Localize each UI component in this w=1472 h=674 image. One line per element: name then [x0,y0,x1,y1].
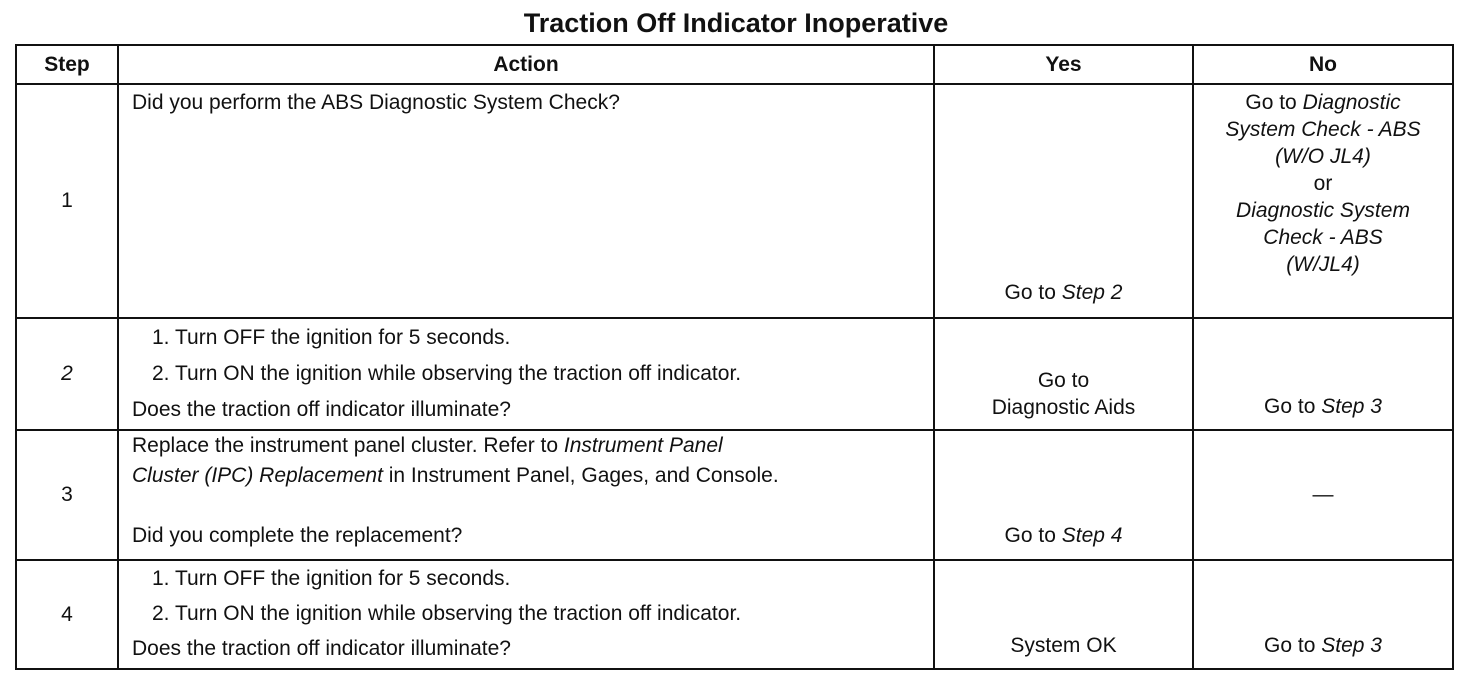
diagnostic-link[interactable]: (W/O JL4) [1275,145,1371,168]
table-row [16,560,1453,669]
no-text: Go to Step 3 [1264,395,1382,418]
diagnostic-table [15,44,1454,670]
step-number: 3 [16,430,118,560]
header-yes: Yes [934,45,1193,84]
step-link[interactable]: Step 3 [1321,634,1382,657]
diagnostic-link[interactable]: Diagnostic [1302,91,1401,114]
step-link[interactable]: Step 4 [1061,524,1123,547]
yes-cell [934,318,1193,430]
action-text: 2. Turn ON the ignition while observing the traction off indicator. [152,602,742,625]
diagnostic-aids-link[interactable]: Diagnostic Aids [991,396,1136,419]
action-question: Did you complete the replacement? [132,524,463,547]
diagnostic-link[interactable]: Check - ABS [1263,226,1383,249]
diagnostic-link[interactable]: System Check - ABS [1225,118,1421,141]
yes-cell [934,84,1193,318]
table-row [16,430,1453,560]
table-row [16,84,1453,318]
header-step: Step [16,45,118,84]
action-text: Does the traction off indicator illuminate? [132,637,511,660]
ipc-replacement-link[interactable]: Cluster (IPC) Replacement [132,464,383,487]
no-text: Go to Diagnostic [1245,91,1401,114]
header-no: No [1193,45,1453,84]
no-cell [1193,84,1453,318]
action-cell [118,430,934,560]
diagnostic-link[interactable]: Diagnostic System [1236,199,1410,222]
action-text: 1. Turn OFF the ignition for 5 seconds. [152,567,511,590]
action-cell [118,318,934,430]
ipc-replacement-link[interactable]: Instrument Panel [563,434,723,457]
yes-cell [934,560,1193,669]
header-action: Action [118,45,934,84]
yes-text: System OK [1010,634,1117,657]
action-text: Does the traction off indicator illuminate? [132,398,511,421]
or-text: or [1313,172,1333,195]
yes-text: Go to Step 2 [1004,281,1123,304]
no-cell [1193,560,1453,669]
yes-text: Go to [1037,369,1090,392]
action-cell [118,84,934,318]
yes-text: Go to Step 4 [1004,524,1123,547]
step-number: 2 [16,318,118,430]
action-text: Replace the instrument panel cluster. Refer to Instrument Panel [132,434,723,457]
action-text: Did you perform the ABS Diagnostic System Check? [132,91,620,114]
step-link[interactable]: Step 3 [1321,395,1382,418]
step-number: 4 [16,560,118,669]
action-text: 1. Turn OFF the ignition for 5 seconds. [152,326,511,349]
no-cell: — [1193,430,1453,560]
action-text: 2. Turn ON the ignition while observing the traction off indicator. [152,362,742,385]
step-number: 1 [16,84,118,318]
yes-cell [934,430,1193,560]
action-text: Cluster (IPC) Replacement in Instrument Panel, Gages, and Console. [132,464,779,487]
header-row [16,45,1453,84]
page-title: Traction Off Indicator Inoperative [523,8,949,38]
no-text: Go to Step 3 [1264,634,1382,657]
no-cell [1193,318,1453,430]
table-row [16,318,1453,430]
diagnostic-link[interactable]: (W/JL4) [1286,253,1360,276]
action-cell [118,560,934,669]
step-link[interactable]: Step 2 [1061,281,1123,304]
